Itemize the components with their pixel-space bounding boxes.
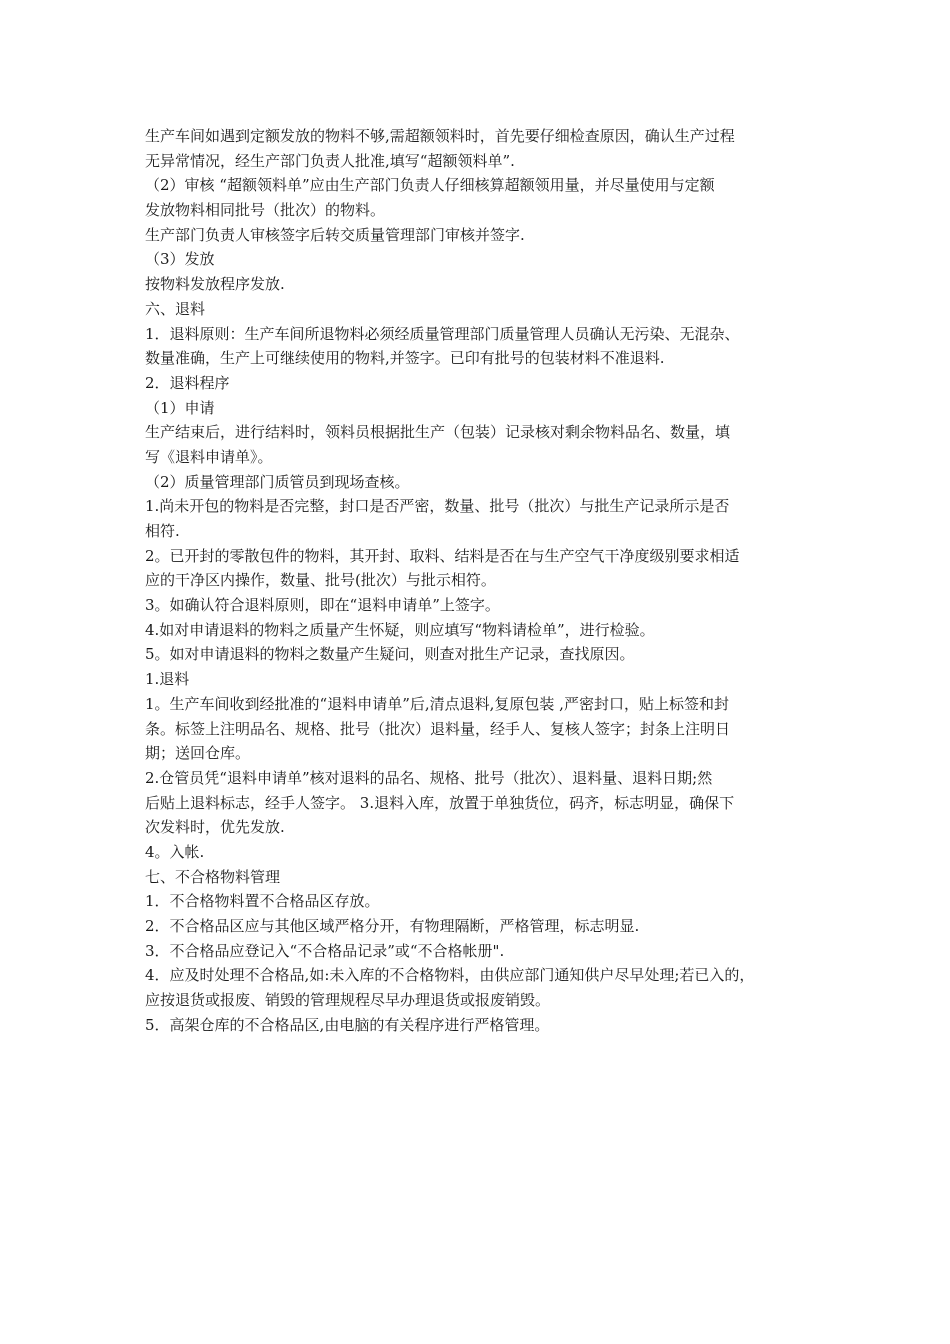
section-heading: 七、不合格物料管理 — [145, 867, 281, 886]
text-line: 应按退货或报废、销毁的管理规程尽早办理退货或报废销毁。 — [145, 991, 551, 1010]
text-line: 无异常情况，经生产部门负责人批准,填写“超额领料单”. — [145, 151, 515, 170]
text-line: 1．退料原则：生产车间所退物料必须经质量管理部门质量管理人员确认无污染、无混杂、 — [145, 324, 740, 343]
text-line: 次发料时，优先发放. — [145, 818, 285, 837]
text-line: 生产车间如遇到定额发放的物料不够,需超额领料时，首先要仔细检查原因，确认生产过程 — [145, 127, 735, 145]
section-heading: 六、退料 — [145, 299, 206, 318]
text-line: 应的干净区内操作，数量、批号(批次）与批示相符。 — [145, 571, 496, 590]
text-line: 3．不合格品应登记入“不合格品记录”或“不合格帐册". — [145, 941, 505, 960]
text-line: 4。入帐. — [145, 842, 205, 861]
subsection-heading: （1）申请 — [145, 398, 215, 417]
subsection-heading: 2．退料程序 — [145, 373, 230, 392]
text-line: 2．不合格品区应与其他区域严格分开，有物理隔断，严格管理，标志明显. — [145, 917, 640, 935]
text-line: 1。生产车间收到经批准的“退料申请单”后,清点退料,复原包装 ,严密封口，贴上标签和封 — [145, 694, 729, 713]
text-line: 5。如对申请退料的物料之数量产生疑问，则查对批生产记录，查找原因。 — [145, 645, 635, 664]
text-line: 1.尚未开包的物料是否完整，封口是否严密，数量、批号（批次）与批生产记录所示是否 — [145, 497, 730, 516]
text-line: 写《退料申请单》。 — [145, 447, 273, 466]
subsection-heading: 1.退料 — [145, 670, 190, 689]
text-line: 生产部门负责人审核签字后转交质量管理部门审核并签字. — [145, 225, 525, 244]
text-line: 相符. — [145, 522, 180, 540]
text-line: 条。标签上注明品名、规格、批号（批次）退料量，经手人、复核人签字；封条上注明日 — [145, 719, 731, 738]
text-line: 3。如确认符合退料原则，即在“退料申请单”上签字。 — [145, 596, 500, 615]
text-line: 后贴上退料标志，经手人签字。 3.退料入库，放置于单独货位，码齐，标志明显，确保下 — [145, 793, 735, 812]
text-line: 4．应及时处理不合格品,如:未入库的不合格物料，由供应部门通知供户尽早处理;若已入的， — [145, 966, 755, 985]
text-line: 数量准确，生产上可继续使用的物料,并签字。已印有批号的包装材料不准退料. — [145, 349, 665, 368]
text-line: 按物料发放程序发放. — [145, 275, 285, 294]
text-line: 生产结束后，进行结料时，领料员根据批生产（包装）记录核对剩余物料品名、数量，填 — [145, 423, 731, 442]
text-line: 2.仓管员凭“退料申请单”核对退料的品名、规格、批号（批次）、退料量、退料日期;然 — [145, 768, 713, 787]
text-line: 5．高架仓库的不合格品区,由电脑的有关程序进行严格管理。 — [145, 1015, 550, 1034]
document-body — [145, 124, 815, 1037]
text-line: 1．不合格物料置不合格品区存放。 — [145, 892, 380, 911]
subsection-heading: （2）质量管理部门质管员到现场查核。 — [145, 472, 410, 491]
text-line: 期；送回仓库。 — [145, 744, 251, 763]
text-line: 2。已开封的零散包件的物料，其开封、取料、结料是否在与生产空气干净度级别要求相适 — [145, 546, 740, 565]
text-line: 发放物料相同批号（批次）的物料。 — [145, 201, 386, 220]
text-line: 4.如对申请退料的物料之质量产生怀疑，则应填写“物料请检单”，进行检验。 — [145, 620, 655, 639]
subsection-heading: （3）发放 — [145, 250, 215, 269]
text-line: （2）审核 “超额领料单”应由生产部门负责人仔细核算超额领用量，并尽量使用与定额 — [145, 176, 715, 195]
